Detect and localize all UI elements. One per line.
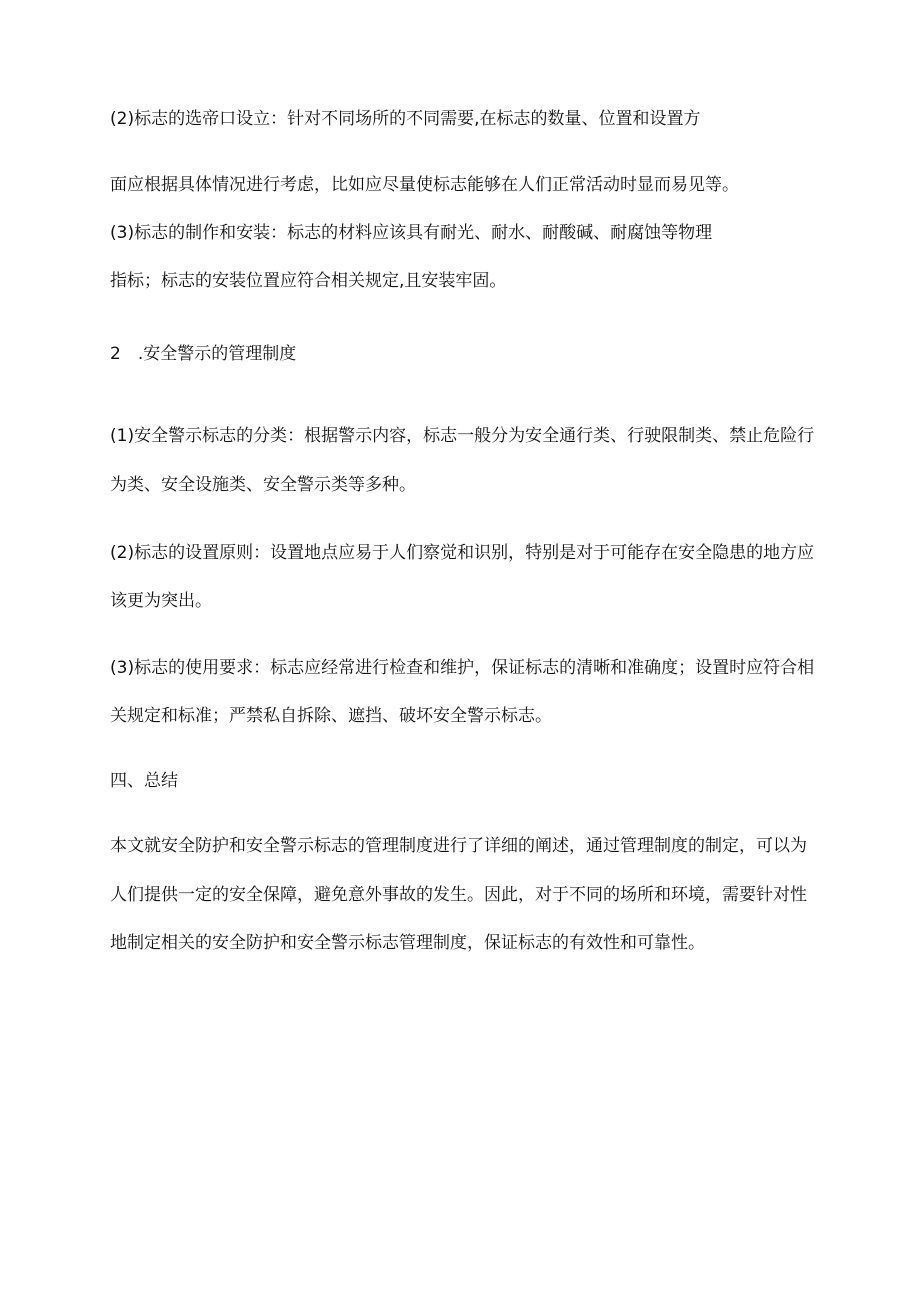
- text-line-usage: (3)标志的使用要求：标志应经常进行检查和维护，保证标志的清晰和准确度；设置时应符合相: [110, 658, 815, 678]
- text-line-principles-cont: 该更为突出。: [110, 591, 212, 611]
- section-heading-summary: 四、总结: [110, 771, 178, 791]
- text-line-placement-cont: 面应根据具体情况进行考虑，比如应尽量使标志能够在人们正常活动时显而易见等。: [110, 175, 739, 195]
- section-heading-warning-management: 2 .安全警示的管理制度: [110, 344, 297, 364]
- text-line-summary-1: 本文就安全防护和安全警示标志的管理制度进行了详细的阐述，通过管理制度的制定，可以为: [110, 836, 807, 856]
- text-line-production-cont: 指标；标志的安装位置应符合相关规定,且安装牢固。: [110, 271, 507, 291]
- text-line-summary-3: 地制定相关的安全防护和安全警示标志管理制度，保证标志的有效性和可靠性。: [110, 933, 705, 953]
- text-line-principles: (2)标志的设置原则：设置地点应易于人们察觉和识别，特别是对于可能存在安全隐患的地方应: [110, 543, 815, 563]
- text-line-classification: (1)安全警示标志的分类：根据警示内容，标志一般分为安全通行类、行驶限制类、禁止危险行: [110, 426, 815, 446]
- text-line-classification-cont: 为类、安全设施类、安全警示类等多种。: [110, 475, 416, 495]
- text-line-summary-2: 人们提供一定的安全保障，避免意外事故的发生。因此，对于不同的场所和环境，需要针对性: [110, 885, 807, 905]
- text-line-usage-cont: 关规定和标准；严禁私自拆除、遮挡、破坏安全警示标志。: [110, 706, 552, 726]
- text-line-sign-placement: (2)标志的选帝口设立：针对不同场所的不同需要,在标志的数量、位置和设置方: [110, 109, 701, 129]
- text-line-production: (3)标志的制作和安装：标志的材料应该具有耐光、耐水、耐酸碱、耐腐蚀等物理: [110, 223, 713, 243]
